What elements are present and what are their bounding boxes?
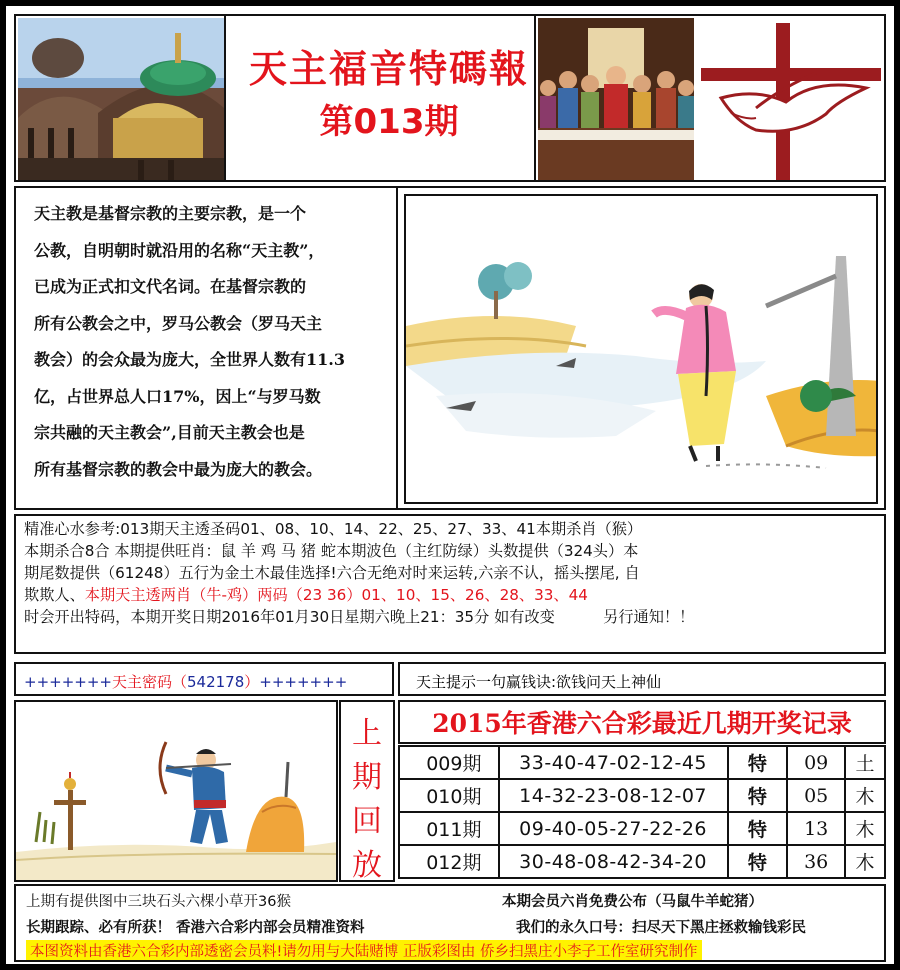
highlight-prediction: 本期天主透两肖（牛-鸡）两码（23 36）01、10、15、26、28、33、44 (84, 586, 588, 604)
secret-code-bar (14, 662, 394, 696)
notice-ending: 另行通知！！ (603, 608, 695, 626)
replay-char: 放 (352, 848, 382, 883)
footer-member-free: 本期会员六肖免费公布（马鼠牛羊蛇猪） (502, 894, 763, 910)
draw-results-title: 2015年香港六合彩最近几期开奖记录 (432, 709, 852, 738)
intro-line: 所有公教会之中，罗马公教会（罗马天主 (34, 313, 323, 333)
intro-line: 所有基督宗教的教会中最为庞大的教会。 (34, 459, 323, 479)
intro-line: 天主教是基督宗教的主要宗教，是一个 (34, 204, 307, 223)
five-element: 木 (845, 812, 885, 845)
header-divider-right (534, 16, 536, 182)
special-tag: 特 (728, 812, 788, 845)
special-number: 05 (787, 779, 845, 812)
table-row (399, 812, 885, 845)
intro-illustration-frame (404, 194, 878, 504)
draw-issue: 012期 (399, 845, 499, 878)
notice-line-start: 欺欺人、 (24, 586, 85, 604)
cross-dove-image (696, 18, 886, 180)
header-divider-left (224, 16, 226, 182)
draw-numbers: 09-40-05-27-22-26 (499, 812, 728, 845)
painting-image (538, 18, 694, 180)
header-panel (14, 14, 886, 182)
plus-left: +++++++ (24, 673, 112, 691)
draw-issue: 009期 (399, 746, 499, 779)
special-tag: 特 (728, 779, 788, 812)
archer-illustration (16, 702, 336, 880)
intro-line: 公教，自明朝时就沿用的名称“天主教”， (34, 240, 325, 260)
draw-issue: 010期 (399, 779, 499, 812)
notice-line: 本期杀合8合 本期提供旺肖：鼠 羊 鸡 马 猪 蛇本期波色（主红防绿）头数提供（324头）本 (24, 542, 639, 560)
intro-line: 亿，占世界总人口17%，因上“与罗马数 (34, 386, 321, 406)
intro-divider (396, 188, 398, 510)
special-number: 36 (787, 845, 845, 878)
plus-right: +++++++ (259, 673, 348, 691)
intro-line: 教会）的会众最为庞大，全世界人数有11.3 (34, 350, 345, 369)
replay-char: 上 (352, 716, 382, 751)
table-row (399, 845, 885, 878)
intro-line: 已成为正式扣文代名词。在基督宗教的 (34, 277, 307, 296)
intro-text (34, 196, 394, 488)
footer-panel (14, 884, 886, 962)
special-tag: 特 (728, 845, 788, 878)
five-element: 木 (845, 845, 885, 878)
secret-code-label-end: ） (244, 673, 260, 691)
draw-numbers: 33-40-47-02-12-45 (499, 746, 728, 779)
draw-numbers: 30-48-08-42-34-20 (499, 845, 728, 878)
draw-results-title-bar (398, 700, 886, 744)
notice-line (24, 584, 876, 606)
draw-results-table (398, 745, 886, 879)
secret-code (24, 671, 347, 692)
notice-line: 期尾数提供（61248）五行为金土木最佳选择!六合无绝对时来运转,六亲不认，摇头摆尾, 自 (24, 564, 640, 582)
page-title: 天主福音特碼報 (248, 47, 529, 91)
special-number: 09 (787, 746, 845, 779)
issue-number: 第013期 (319, 102, 459, 142)
notice-line: 精准心水参考:013期天主透圣码01、08、10、14、22、25、27、33、41本期杀肖（猴） (24, 520, 643, 538)
five-element: 木 (845, 779, 885, 812)
secret-code-value: 542178 (187, 673, 245, 691)
footer-slogan: 我们的永久口号：扫尽天下黑庄拯救输钱彩民 (516, 920, 806, 936)
footer-tracking-note: 长期跟踪、必有所获！ 香港六合彩内部会员精准资料 (26, 920, 365, 936)
special-number: 13 (787, 812, 845, 845)
five-element: 土 (845, 746, 885, 779)
archer-illustration-frame (14, 700, 338, 882)
hint-text: 天主提示一句赢钱诀:欲钱问天上神仙 (416, 673, 662, 691)
draw-date-text: 时会开出特码，本期开奖日期2016年01月30日星期六晚上21：35分 如有改变 (24, 608, 555, 626)
footer-last-issue-note: 上期有提供图中三块石头六棵小草开36猴 (26, 894, 291, 910)
draw-issue: 011期 (399, 812, 499, 845)
intro-line: 宗共融的天主教会”,目前天主教会也是 (34, 423, 305, 442)
notice-line (24, 606, 876, 628)
intro-panel (14, 186, 886, 510)
table-row (399, 746, 885, 779)
hint-bar (398, 662, 886, 696)
secret-code-label: 天主密码（ (111, 673, 187, 691)
page (6, 6, 894, 964)
footer-disclaimer: 本图资料由香港六合彩内部透密会员料!请勿用与大陆赌博 正版彩图由 侨乡扫黑庄小李子工作室研究制作 (26, 940, 702, 961)
prediction-notice (14, 514, 886, 654)
last-issue-replay-label (339, 700, 395, 882)
replay-char: 期 (352, 760, 382, 795)
draw-numbers: 14-32-23-08-12-07 (499, 779, 728, 812)
table-row (399, 779, 885, 812)
woman-by-river-illustration (406, 196, 878, 504)
special-tag: 特 (728, 746, 788, 779)
church-image (18, 18, 224, 180)
replay-char: 回 (352, 804, 382, 839)
